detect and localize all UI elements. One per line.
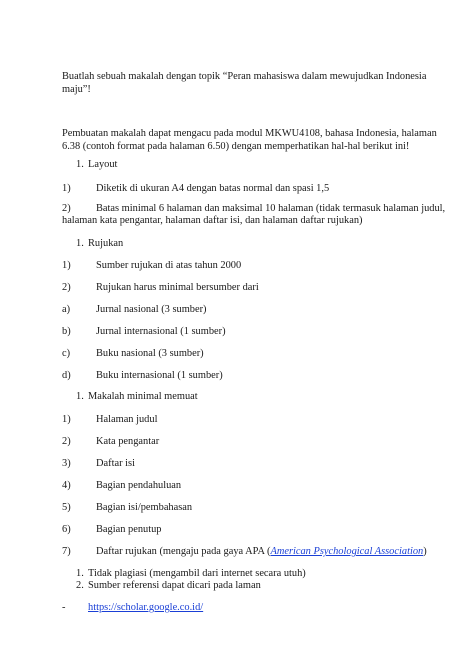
rujukan-item-number: d): [62, 370, 71, 381]
section-layout-title: Layout: [88, 159, 118, 170]
layout-item-2-text: Batas minimal 6 halaman dan maksimal 10 halaman (tidak termasuk halaman judul,: [96, 203, 446, 214]
rujukan-item-number: 2): [62, 282, 71, 293]
intro-line-1: Buatlah sebuah makalah dengan topik “Peran mahasiswa dalam mewujudkan Indonesia: [62, 71, 427, 82]
rujukan-item-number: c): [62, 348, 71, 359]
dash-bullet: -: [62, 602, 66, 613]
note-number: 2.: [76, 580, 84, 591]
makalah-item-number: 5): [62, 502, 71, 513]
makalah-item-number: 4): [62, 480, 71, 491]
apa-link[interactable]: American Psychological Association: [270, 546, 424, 557]
rujukan-item-text: Jurnal internasional (1 sumber): [96, 326, 226, 337]
instruction-line-2: 6.38 (contoh format pada halaman 6.50) dengan memperhatikan hal-hal berikut ini!: [62, 141, 410, 152]
layout-item-1-number: 1): [62, 183, 71, 194]
section-layout-number: 1.: [76, 159, 84, 170]
layout-item-2-text-cont: halaman kata pengantar, halaman daftar isi, dan halaman daftar rujukan): [62, 215, 363, 226]
makalah-item-number: 3): [62, 458, 71, 469]
section-rujukan-number: 1.: [76, 238, 84, 249]
section-rujukan-title: Rujukan: [88, 238, 124, 249]
note-text: Tidak plagiasi (mengambil dari internet secara utuh): [88, 568, 306, 579]
rujukan-item-number: a): [62, 304, 71, 315]
makalah-item-number: 6): [62, 524, 71, 535]
scholar-link-line: [88, 601, 203, 614]
rujukan-item-text: Rujukan harus minimal bersumber dari: [96, 282, 259, 293]
instruction-line-1: Pembuatan makalah dapat mengacu pada modul MKWU4108, bahasa Indonesia, halaman: [62, 128, 437, 139]
makalah-item-number: 1): [62, 414, 71, 425]
scholar-link[interactable]: https://scholar.google.co.id/: [88, 602, 204, 613]
section-makalah-number: 1.: [76, 391, 84, 402]
makalah-item-number: 7): [62, 546, 71, 557]
makalah-item-text: Bagian isi/pembahasan: [96, 502, 193, 513]
note-text: Sumber referensi dapat dicari pada laman: [88, 580, 261, 591]
makalah-item-text: [96, 545, 427, 558]
makalah-item-text: Halaman judul: [96, 414, 158, 425]
rujukan-item-text: Jurnal nasional (3 sumber): [96, 304, 207, 315]
layout-item-2-number: 2): [62, 203, 71, 214]
makalah-item-text: Bagian pendahuluan: [96, 480, 182, 491]
makalah-item-text: Kata pengantar: [96, 436, 160, 447]
makalah-item-text: Daftar isi: [96, 458, 135, 469]
apa-text-before: Daftar rujukan (mengaju pada gaya APA (: [96, 546, 271, 557]
note-number: 1.: [76, 568, 84, 579]
makalah-item-text: Bagian penutup: [96, 524, 162, 535]
intro-line-2: maju”!: [62, 84, 91, 95]
apa-text-after: ): [423, 546, 427, 557]
rujukan-item-number: b): [62, 326, 71, 337]
rujukan-item-number: 1): [62, 260, 71, 271]
section-makalah-title: Makalah minimal memuat: [88, 391, 198, 402]
layout-item-1-text: Diketik di ukuran A4 dengan batas normal dan spasi 1,5: [96, 183, 330, 194]
rujukan-item-text: Buku internasional (1 sumber): [96, 370, 223, 381]
rujukan-item-text: Sumber rujukan di atas tahun 2000: [96, 260, 242, 271]
makalah-item-number: 2): [62, 436, 71, 447]
rujukan-item-text: Buku nasional (3 sumber): [96, 348, 204, 359]
